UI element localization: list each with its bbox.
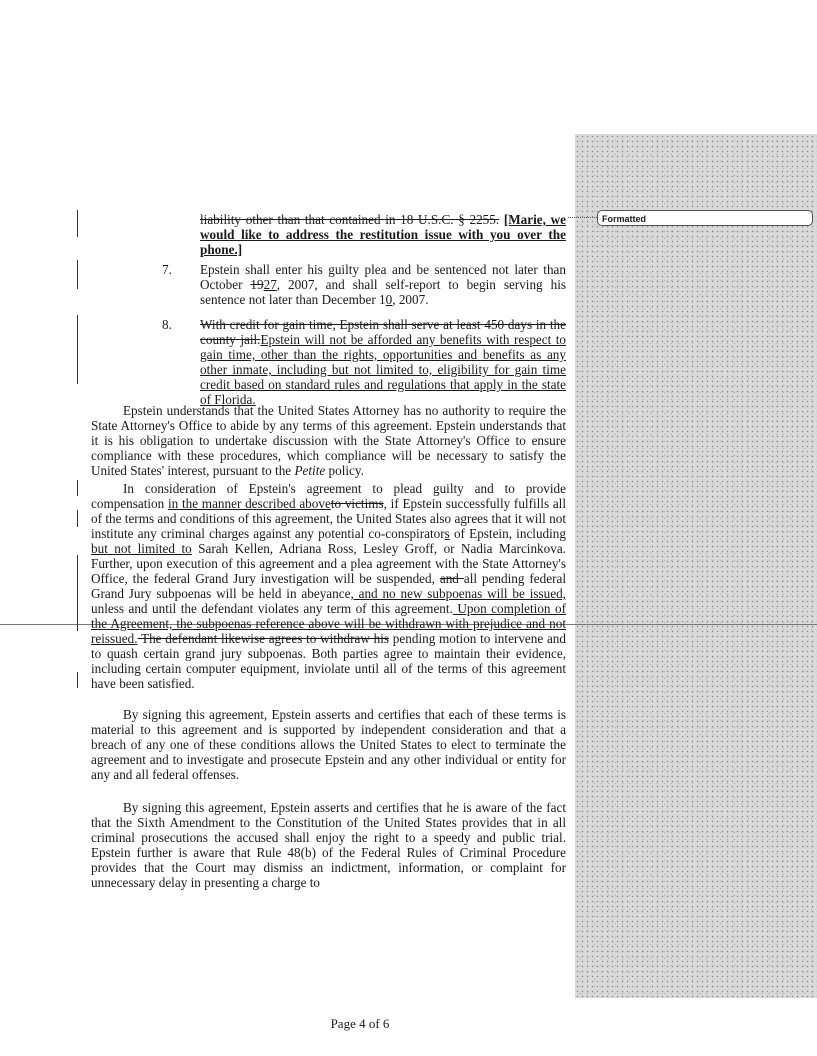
item8-text: With credit for gain time, Epstein shall serve at least 450 days in the county jail.Epstein will not be afforded any benefits with respect to gain time, other than the rights, opportunities and benefits as any other inmate, including but not limited to, eligibility for gain time credit based on standard rules and regulations that apply in the state of Florida. [200,317,566,407]
paragraph-speedy-trial: By signing this agreement, Epstein asserts and certifies that he is aware of the fact that the Sixth Amendment to the Constitution of the United States provides that in all criminal prosecutions the accused shall enjoy the right to a speedy and public trial. Epstein further is aware that Rule 48(b) of the Federal Rules of Criminal Procedure provides that the Court may dismiss an indictment, information, or complaint for unnecessary delay in presenting a charge to [91,800,566,890]
item7-text: Epstein shall enter his guilty plea and be sentenced not later than October 1927, 2007, and shall self-report to begin serving his sentence not later than December 10, 2007. [200,262,566,307]
item6-tail: liability other than that contained in 18 U.S.C. § 2255. [Marie, we would like to address the restitution issue with you over the phone.] [200,212,566,257]
balloon-leader-line [568,217,597,218]
markup-margin-pane-lower [575,574,817,998]
markup-margin-pane [575,134,817,574]
item-number: 7. [162,262,172,277]
formatted-balloon[interactable] [597,210,813,226]
item-number: 8. [162,317,172,332]
change-bar [77,480,78,496]
change-bar [77,510,78,527]
change-bar [77,555,78,631]
change-bar [77,315,78,384]
change-bar [77,210,78,237]
change-bar [77,672,78,688]
paragraph-co-conspirators: In consideration of Epstein's agreement to plead guilty and to provide compensation in the manner described aboveto victims, if Epstein successfully fulfills all of the terms and conditions of this agreement, the United States also agrees that it will not institute any criminal charges against any potential co-conspirators of Epstein, including but not limited to Sarah Kellen, Adriana Ross, Lesley Groff, or Nadia Marcinkova. Further, upon execution of this agreement and a plea agreement with the State Attorney's Office, the federal Grand Jury investigation will be suspended, and all pending federal Grand Jury subpoenas will be held in abeyance, and no new subpoenas will be issued, unless and until the defendant violates any term of this agreement. Upon completion of the Agreement, the subpoenas reference above will be withdrawn with prejudice and not reissued. The defendant likewise agrees to withdraw his pending motion to intervene and to quash certain grand jury subpoenas. Both parties agree to maintain their evidence, including certain computer equipment, inviolate until all of the terms of this agreement have been satisfied. [91,481,567,691]
balloon-label: Formatted [602,214,647,224]
paragraph-breach: By signing this agreement, Epstein asserts and certifies that each of these terms is material to this agreement and is supported by independent consideration and that a breach of any one of these conditions allows the United States to elect to terminate the agreement and to investigate and prosecute Epstein and any other individual or entity for any and all federal offenses. [91,707,566,782]
change-bar [77,260,78,289]
paragraph-state-attorney: Epstein understands that the United States Attorney has no authority to require the State Attorney's Office to abide by any terms of this agreement. Epstein understands that it is his obligation to undertake discussion with the State Attorney's Office to ensure compliance with these procedures, which compliance will be necessary to satisfy the United States' interest, pursuant to the Petite policy. [91,403,566,478]
reviewer-comment: [Marie, we would like to address the restitution issue with you over the phone.] [200,212,566,257]
page-footer: Page 4 of 6 [330,1016,390,1031]
